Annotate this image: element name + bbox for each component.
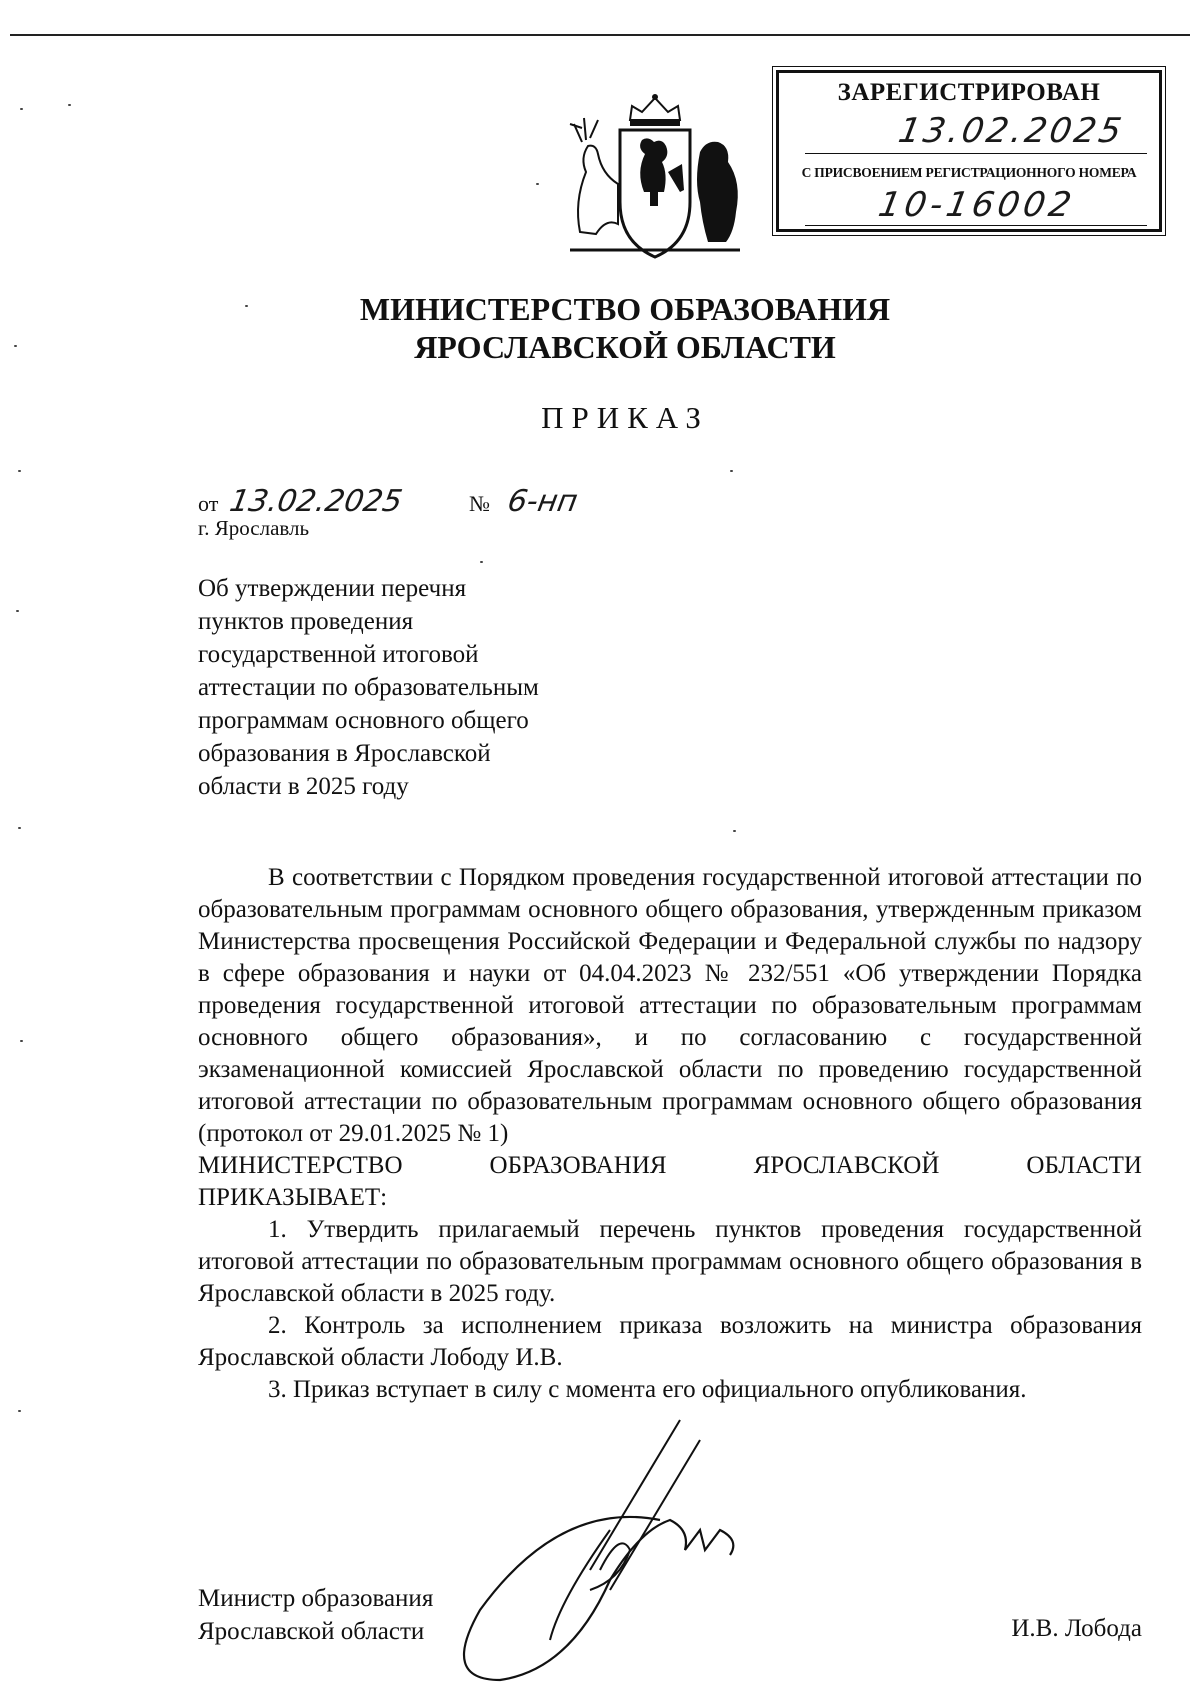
signatory-position [198, 1582, 433, 1648]
yaroslavl-coat-of-arms-icon [560, 92, 750, 262]
preamble-paragraph: В соответствии с Порядком проведения государственной итоговой аттестации по образовательным программам основного общего образования, утвержденным приказом Министерства просвещения Российской Федерации и Федеральной службы по надзору в сфере образования и науки от 04.04.2023 № 232/551 «Об утверждении Порядка проведения государственной итоговой аттестации по образовательным программам основного общего образования», и по согласованию с государственной экзаменационной комиссией Ярославской области по проведению государственной итоговой аттестации по образовательным программам основного общего образования (протокол от 29.01.2025 № 1) [198, 864, 1142, 1147]
order-body [198, 862, 1142, 1406]
handwritten-date: 13.02.2025 [226, 484, 405, 519]
registration-stamp [776, 70, 1162, 232]
ministry-line-2: ЯРОСЛАВСКОЙ ОБЛАСТИ [414, 329, 836, 365]
subject-line: государственной итоговой [198, 641, 479, 668]
stamp-title: ЗАРЕГИСТРИРОВАН [837, 79, 1101, 106]
signatory-name: И.В. Лобода [1011, 1615, 1142, 1642]
top-scan-rule [10, 34, 1190, 36]
handwritten-number: 6-нп [504, 484, 580, 519]
ministry-name [0, 290, 1200, 366]
subject-line: программам основного общего [198, 707, 529, 734]
document-type: ПРИКАЗ [541, 400, 709, 435]
subject-line: пунктов проведения [198, 608, 414, 635]
stamp-date-line [805, 153, 1147, 154]
orders-heading-line-2: ПРИКАЗЫВАЕТ: [198, 1184, 388, 1211]
subject-line: Об утверждении перечня [198, 575, 467, 602]
order-item-1: 1. Утвердить прилагаемый перечень пунктов проведения государственной итоговой аттестации по образовательным программам основного общего образования в Ярославской области в 2025 году. [198, 1216, 1142, 1307]
stamp-handwritten-date: 13.02.2025 [895, 111, 1128, 151]
ministry-line-1: МИНИСТЕРСТВО ОБРАЗОВАНИЯ [359, 291, 891, 327]
stamp-subtitle: С ПРИСВОЕНИЕМ РЕГИСТРАЦИОННОГО НОМЕРА [801, 165, 1137, 180]
order-item-3: 3. Приказ вступает в силу с момента его официального опубликования. [268, 1376, 1027, 1403]
orders-heading-line-1: МИНИСТЕРСТВО ОБРАЗОВАНИЯ ЯРОСЛАВСКОЙ ОБЛАСТИ [198, 1152, 1142, 1179]
order-item-2: 2. Контроль за исполнением приказа возложить на министра образования Ярославской области Лободу И.В. [198, 1312, 1142, 1371]
position-line-1: Министр образования [198, 1585, 434, 1612]
order-subject [198, 572, 618, 803]
subject-line: области в 2025 году [198, 773, 409, 800]
subject-line: аттестации по образовательным [198, 674, 539, 701]
subject-line: образования в Ярославской [198, 740, 491, 767]
stamp-number-line [805, 225, 1147, 226]
stamp-handwritten-number: 10-16002 [875, 185, 1079, 225]
date-label: от [198, 491, 219, 516]
position-line-2: Ярославской области [198, 1618, 425, 1645]
handwritten-signature [440, 1380, 770, 1697]
order-date [198, 484, 405, 519]
order-number [469, 484, 580, 519]
city: г. Ярославль [198, 516, 310, 540]
number-label: № [469, 491, 490, 516]
